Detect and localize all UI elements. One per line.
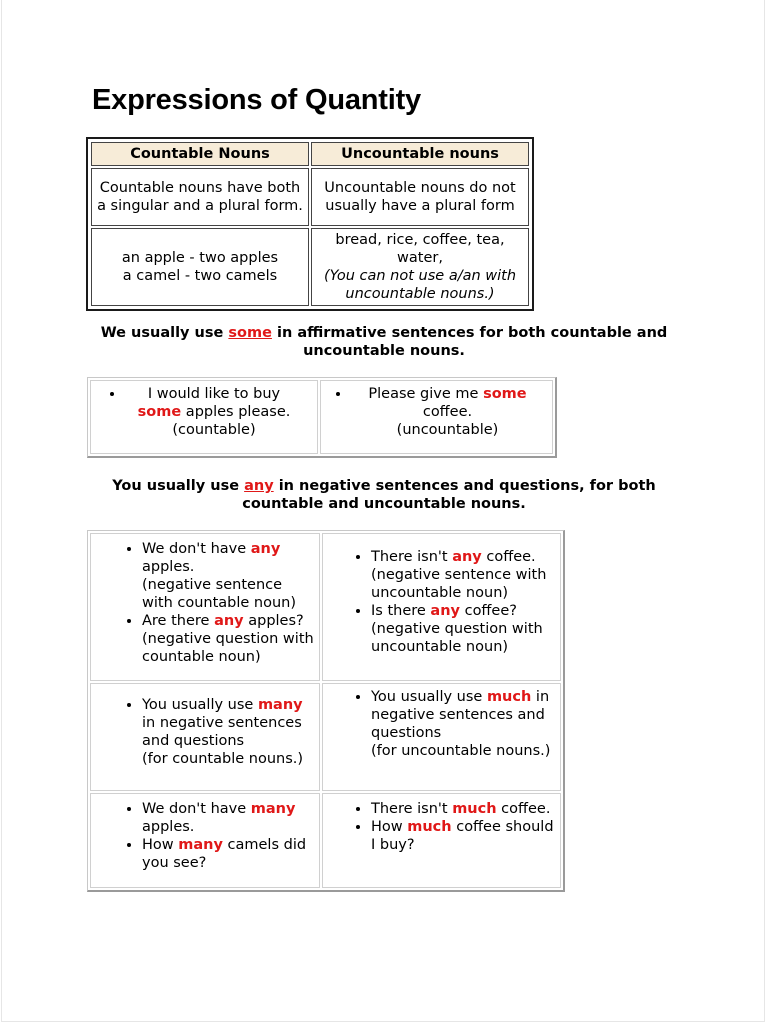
keyword-any: any — [244, 478, 274, 494]
header-countable: Countable Nouns — [91, 142, 309, 166]
uncountable-examples — [311, 228, 529, 306]
page-title: Expressions of Quantity — [92, 84, 421, 116]
list-item: • There isn't any coffee. (negative sentence with uncountable noun) — [371, 548, 558, 602]
list-item: • You usually use many in negative sentences and questions (for countable nouns.) — [142, 696, 315, 768]
countable-examples — [91, 228, 309, 306]
many-countable-cell — [90, 683, 320, 791]
list-item: • How much coffee should I buy? — [371, 818, 556, 854]
countable-uncountable-table — [86, 137, 534, 311]
countable-example: a camel - two camels — [122, 268, 278, 284]
list-item: • Please give me some coffee. (uncountable) — [351, 385, 544, 439]
uncountable-example-list: bread, rice, coffee, tea, water, — [335, 232, 505, 266]
list-item: • You usually use much in negative sentences and questions (for uncountable nouns.) — [371, 688, 556, 760]
list-item: • How many camels did you see? — [142, 836, 315, 872]
countable-example: an apple - two apples — [121, 250, 279, 266]
any-uncountable-cell — [322, 533, 561, 681]
list-item: • Is there any coffee? (negative question with uncountable noun) — [371, 602, 558, 656]
list-item: • We don't have many apples. — [142, 800, 315, 836]
list-item: • Are there any apples? (negative question with countable noun) — [142, 612, 315, 666]
uncountable-definition: Uncountable nouns do not usually have a plural form — [311, 168, 529, 226]
many-examples-cell — [90, 793, 320, 888]
uncountable-note: (You can not use a/an with uncountable nouns.) — [323, 268, 517, 302]
list-item: • There isn't much coffee. — [371, 800, 556, 818]
countable-definition: Countable nouns have both a singular and a plural form. — [91, 168, 309, 226]
much-uncountable-cell — [322, 683, 561, 791]
header-uncountable: Uncountable nouns — [311, 142, 529, 166]
any-many-much-table — [87, 530, 565, 892]
much-examples-cell — [322, 793, 561, 888]
some-uncountable-cell — [320, 380, 553, 454]
some-countable-cell — [90, 380, 318, 454]
list-item: • I would like to buy some apples please. (countable) — [125, 385, 303, 439]
some-intro: We usually use some in affirmative sentences for both countable and uncountable nouns. — [100, 325, 668, 359]
list-item: • We don't have any apples. (negative sentence with countable noun) — [142, 540, 315, 612]
some-examples-table — [87, 377, 557, 458]
keyword-some: some — [228, 325, 272, 341]
any-countable-cell — [90, 533, 320, 681]
any-intro: You usually use any in negative sentences and questions, for both countable and uncountable nouns. — [112, 478, 656, 512]
